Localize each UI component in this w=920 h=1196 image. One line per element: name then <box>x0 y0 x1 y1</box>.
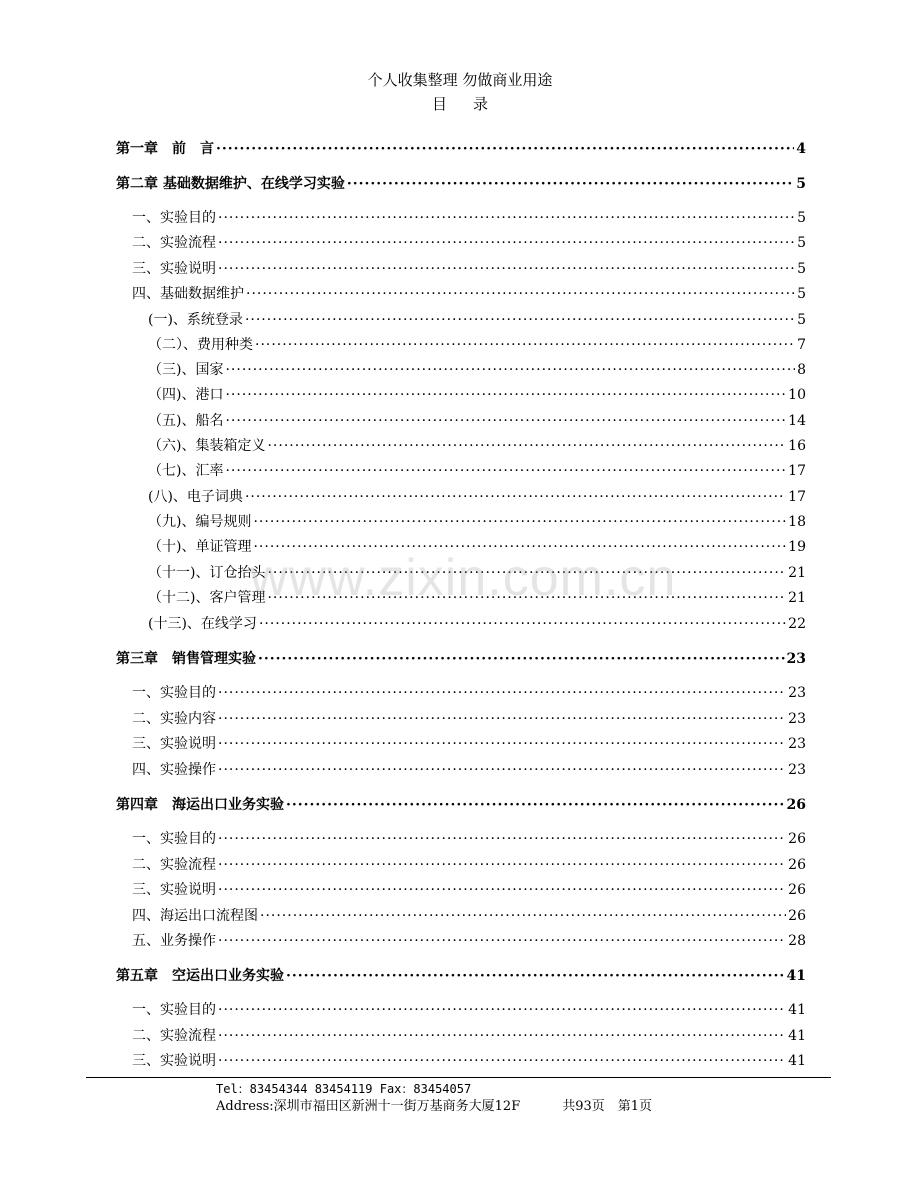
toc-leader-dots <box>216 139 794 159</box>
toc-entry[interactable] <box>148 588 806 608</box>
toc-entry-title: 三、实验说明 <box>132 1053 216 1069</box>
toc-entry-page: 5 <box>797 210 806 226</box>
toc-leader-dots <box>218 931 786 951</box>
toc-entry[interactable] <box>132 906 806 926</box>
toc-leader-dots <box>218 760 786 780</box>
toc-entry[interactable] <box>148 537 806 557</box>
toc-leader-dots <box>218 259 795 279</box>
toc-entry-page: 5 <box>797 286 806 302</box>
toc-entry-page: 18 <box>788 514 806 530</box>
toc-entry-page: 26 <box>788 831 806 847</box>
toc-entry-page: 23 <box>788 685 806 701</box>
toc-leader-dots <box>258 649 785 669</box>
toc-entry-page: 5 <box>796 176 806 192</box>
toc-entry[interactable] <box>132 829 806 849</box>
toc-leader-dots <box>253 537 786 557</box>
toc-entry[interactable] <box>132 760 806 780</box>
toc-entry[interactable] <box>148 310 806 330</box>
footer-address: Address:深圳市福田区新洲十一街万基商务大厦12F <box>216 1099 521 1114</box>
toc-entry-title: （十二)、客户管理 <box>148 590 266 606</box>
toc-entry-page: 17 <box>788 489 806 505</box>
toc-entry-title: (八)、电子词典 <box>148 489 243 505</box>
toc-entry[interactable] <box>148 335 806 355</box>
toc-entry-page: 41 <box>788 1028 806 1044</box>
footer-divider <box>86 1077 831 1078</box>
toc-entry[interactable] <box>148 614 806 634</box>
toc-entry[interactable] <box>148 411 806 431</box>
toc-entry-title: （九)、编号规则 <box>148 514 252 530</box>
toc-entry[interactable] <box>148 360 806 380</box>
toc-entry-page: 17 <box>788 463 806 479</box>
toc-entry-title: （七)、汇率 <box>148 463 224 479</box>
toc-entry-page: 21 <box>788 565 806 581</box>
toc-leader-dots <box>218 880 786 900</box>
toc-leader-dots <box>225 360 795 380</box>
toc-entry-title: （五)、船名 <box>148 413 224 429</box>
toc-entry-title: 一、实验目的 <box>132 685 216 701</box>
toc-entry-title: 四、海运出口流程图 <box>132 908 258 924</box>
toc-entry-page: 26 <box>786 797 806 813</box>
toc-entry-page: 41 <box>788 1053 806 1069</box>
toc-entry[interactable] <box>148 487 806 507</box>
toc-entry-page: 23 <box>788 711 806 727</box>
toc-entry-title: 一、实验目的 <box>132 831 216 847</box>
toc-leader-dots <box>245 487 786 507</box>
toc-entry-page: 21 <box>788 590 806 606</box>
toc-entry-page: 26 <box>788 908 806 924</box>
toc-entry-page: 7 <box>797 337 806 353</box>
toc-chapter-entry[interactable] <box>116 649 806 669</box>
toc-entry-title: 三、实验说明 <box>132 882 216 898</box>
toc-leader-dots <box>218 709 786 729</box>
toc-leader-dots <box>267 436 786 456</box>
toc-entry[interactable] <box>148 385 806 405</box>
toc-entry-page: 14 <box>788 413 806 429</box>
toc-entry[interactable] <box>132 284 806 304</box>
toc-entry-title: 第二章 基础数据维护、在线学习实验 <box>116 176 345 192</box>
toc-entry-page: 41 <box>788 1002 806 1018</box>
toc-leader-dots <box>286 795 785 815</box>
footer-page-count: 共93页 第1页 <box>562 1099 653 1114</box>
toc-chapter-entry[interactable] <box>116 795 806 815</box>
toc-leader-dots <box>218 683 786 703</box>
toc-entry-title: （二）、费用种类 <box>148 337 253 353</box>
toc-entry-title: 五、业务操作 <box>132 933 216 949</box>
toc-heading: 目录 <box>431 95 514 113</box>
watermark: www.zixin.com.cn <box>250 549 677 607</box>
toc-entry-title: (十三)、在线学习 <box>148 616 257 632</box>
toc-entry-page: 5 <box>797 235 806 251</box>
toc-entry-title: （三)、国家 <box>148 362 224 378</box>
toc-leader-dots <box>225 411 786 431</box>
toc-entry-page: 26 <box>788 857 806 873</box>
footer-address-line <box>216 1099 652 1115</box>
toc-entry-title: 二、实验流程 <box>132 235 216 251</box>
toc-entry[interactable] <box>132 233 806 253</box>
toc-chapter-entry[interactable] <box>116 174 806 194</box>
toc-leader-dots <box>218 734 786 754</box>
toc-chapter-entry[interactable] <box>116 139 806 159</box>
toc-leader-dots <box>259 614 786 634</box>
toc-entry-title: 三、实验说明 <box>132 736 216 752</box>
toc-entry-page: 5 <box>797 312 806 328</box>
toc-entry[interactable] <box>132 931 806 951</box>
toc-leader-dots <box>218 233 795 253</box>
toc-leader-dots <box>225 461 786 481</box>
toc-entry-title: 一、实验目的 <box>132 1002 216 1018</box>
toc-leader-dots <box>260 906 786 926</box>
toc-entry[interactable] <box>132 683 806 703</box>
toc-entry[interactable] <box>132 1000 806 1020</box>
toc-entry[interactable] <box>132 208 806 228</box>
toc-entry-page: 41 <box>786 968 806 984</box>
toc-leader-dots <box>267 563 786 583</box>
toc-leader-dots <box>253 512 786 532</box>
toc-entry-title: 第四章 海运出口业务实验 <box>116 797 284 813</box>
toc-entry-page: 8 <box>797 362 806 378</box>
toc-entry[interactable] <box>148 436 806 456</box>
toc-entry-title: 二、实验内容 <box>132 711 216 727</box>
toc-entry-title: （四)、港口 <box>148 387 224 403</box>
toc-entry[interactable] <box>148 512 806 532</box>
toc-chapter-entry[interactable] <box>116 966 806 986</box>
toc-entry-title: （六)、集装箱定义 <box>148 438 266 454</box>
toc-leader-dots <box>218 1051 786 1071</box>
toc-entry[interactable] <box>132 1026 806 1046</box>
toc-leader-dots <box>267 588 786 608</box>
toc-entry-page: 23 <box>788 762 806 778</box>
toc-leader-dots <box>347 174 794 194</box>
toc-entry-title: 二、实验流程 <box>132 1028 216 1044</box>
toc-entry-title: 第一章 前 言 <box>116 141 214 157</box>
toc-entry-title: 四、基础数据维护 <box>132 286 244 302</box>
toc-entry-page: 4 <box>796 141 806 157</box>
footer-contact: Tel：83454344 83454119 Fax：83454057 <box>216 1082 472 1096</box>
toc-leader-dots <box>255 335 795 355</box>
toc-entry-page: 5 <box>797 261 806 277</box>
toc-entry-page: 23 <box>786 651 806 667</box>
toc-entry-page: 16 <box>788 438 806 454</box>
toc-leader-dots <box>218 855 786 875</box>
toc-entry[interactable] <box>132 855 806 875</box>
toc-entry-page: 23 <box>788 736 806 752</box>
toc-entry-page: 26 <box>788 882 806 898</box>
toc-entry-title: 一、实验目的 <box>132 210 216 226</box>
toc-entry-page: 28 <box>788 933 806 949</box>
toc-entry[interactable] <box>132 734 806 754</box>
toc-leader-dots <box>218 1026 786 1046</box>
header-notice: 个人收集整理 勿做商业用途 <box>367 71 553 89</box>
toc-entry[interactable] <box>132 709 806 729</box>
toc-entry-title: 第五章 空运出口业务实验 <box>116 968 284 984</box>
toc-entry-title: 第三章 销售管理实验 <box>116 651 256 667</box>
toc-entry-title: 四、实验操作 <box>132 762 216 778</box>
toc-entry[interactable] <box>132 259 806 279</box>
toc-entry-title: (一)、系统登录 <box>148 312 243 328</box>
toc-entry-page: 22 <box>788 616 806 632</box>
toc-leader-dots <box>286 966 785 986</box>
toc-leader-dots <box>225 385 786 405</box>
toc-leader-dots <box>218 1000 786 1020</box>
toc-leader-dots <box>246 284 795 304</box>
toc-entry[interactable] <box>148 563 806 583</box>
toc-entry-page: 10 <box>788 387 806 403</box>
toc-entry[interactable] <box>148 461 806 481</box>
toc-entry-title: 二、实验流程 <box>132 857 216 873</box>
toc-entry-page: 19 <box>788 539 806 555</box>
toc-leader-dots <box>245 310 795 330</box>
toc-leader-dots <box>218 208 795 228</box>
toc-entry[interactable] <box>132 1051 806 1071</box>
toc-entry[interactable] <box>132 880 806 900</box>
toc-entry-title: 三、实验说明 <box>132 261 216 277</box>
toc-entry-title: （十一)、订仓抬头 <box>148 565 266 581</box>
toc-leader-dots <box>218 829 786 849</box>
toc-entry-title: （十)、单证管理 <box>148 539 252 555</box>
